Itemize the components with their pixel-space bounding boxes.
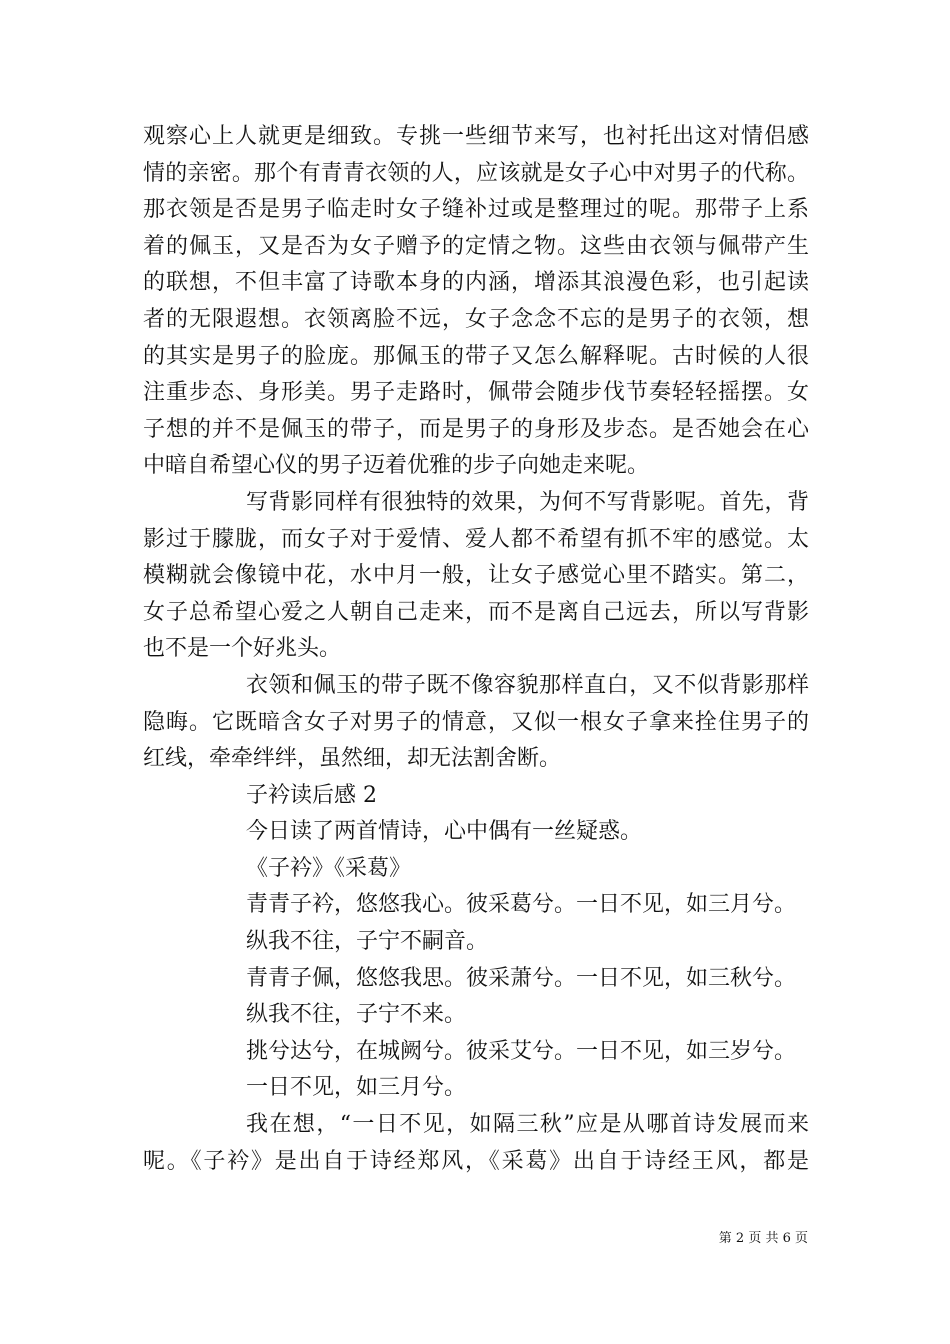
text-line: 那衣领是否是男子临走时女子缝补过或是整理过的呢。那带子上系 xyxy=(143,197,809,223)
text-line: 写背影同样有很独特的效果，为何不写背影呢。首先，背 xyxy=(246,489,809,515)
text-line: 红线，牵牵绊绊，虽然细，却无法割舍断。 xyxy=(143,746,562,772)
text-line: 影过于朦胧，而女子对于爱情、爱人都不希望有抓不牢的感觉。太 xyxy=(143,526,809,552)
text-line: 者的无限遐想。衣领离脸不远，女子念念不忘的是男子的衣领，想 xyxy=(143,306,809,332)
text-line: 隐晦。它既暗含女子对男子的情意，又似一根女子拿来拴住男子的 xyxy=(143,709,809,735)
text-line: 观察心上人就更是细致。专挑一些细节来写，也衬托出这对情侣感 xyxy=(143,124,809,149)
text-line: 注重步态、身形美。男子走路时，佩带会随步伐节奏轻轻摇摆。女 xyxy=(143,380,809,406)
text-line: 也不是一个好兆头。 xyxy=(143,636,342,662)
text-line: 子想的并不是佩玉的带子，而是男子的身形及步态。是否她会在心 xyxy=(143,416,809,442)
text-line: 纵我不往，子宁不来。 xyxy=(246,1002,467,1028)
text-line: 呢。《子衿》是出自于诗经郑风，《采葛》出自于诗经王风，都是 xyxy=(143,1148,809,1174)
text-line: 模糊就会像镜中花，水中月一般，让女子感觉心里不踏实。第二， xyxy=(143,563,809,589)
text-line: 我在想，“一日不见，如隔三秋”应是从哪首诗发展而来 xyxy=(246,1112,809,1138)
text-line: 中暗自希望心仪的男子迈着优雅的步子向她走来呢。 xyxy=(143,453,650,479)
text-line: 子衿读后感 2 xyxy=(246,782,377,808)
text-line: 的其实是男子的脸庞。那佩玉的带子又怎么解释呢。古时候的人很 xyxy=(143,343,809,369)
text-line: 青青子衿，悠悠我心。彼采葛兮。一日不见，如三月兮。 xyxy=(246,892,797,918)
text-line: 着的佩玉，又是否为女子赠予的定情之物。这些由衣领与佩带产生 xyxy=(143,233,809,259)
text-line: 一日不见，如三月兮。 xyxy=(246,1075,467,1101)
document-body xyxy=(143,119,809,1180)
text-line: 《子衿》《采葛》 xyxy=(246,855,412,881)
text-line: 女子总希望心爱之人朝自己走来，而不是离自己远去，所以写背影 xyxy=(143,599,809,625)
text-line: 今日读了两首情诗，心中偶有一丝疑惑。 xyxy=(246,819,643,845)
text-line: 纵我不往，子宁不嗣音。 xyxy=(246,929,489,955)
text-line: 的联想，不但丰富了诗歌本身的内涵，增添其浪漫色彩，也引起读 xyxy=(143,270,809,296)
text-line: 衣领和佩玉的带子既不像容貌那样直白，又不似背影那样 xyxy=(246,672,809,698)
text-line: 情的亲密。那个有青青衣领的人，应该就是女子心中对男子的代称。 xyxy=(143,160,809,186)
text-line: 青青子佩，悠悠我思。彼采萧兮。一日不见，如三秋兮。 xyxy=(246,965,797,991)
page-footer: 第 2 页 共 6 页 xyxy=(718,1231,808,1246)
text-line: 挑兮达兮，在城阙兮。彼采艾兮。一日不见，如三岁兮。 xyxy=(246,1038,797,1064)
